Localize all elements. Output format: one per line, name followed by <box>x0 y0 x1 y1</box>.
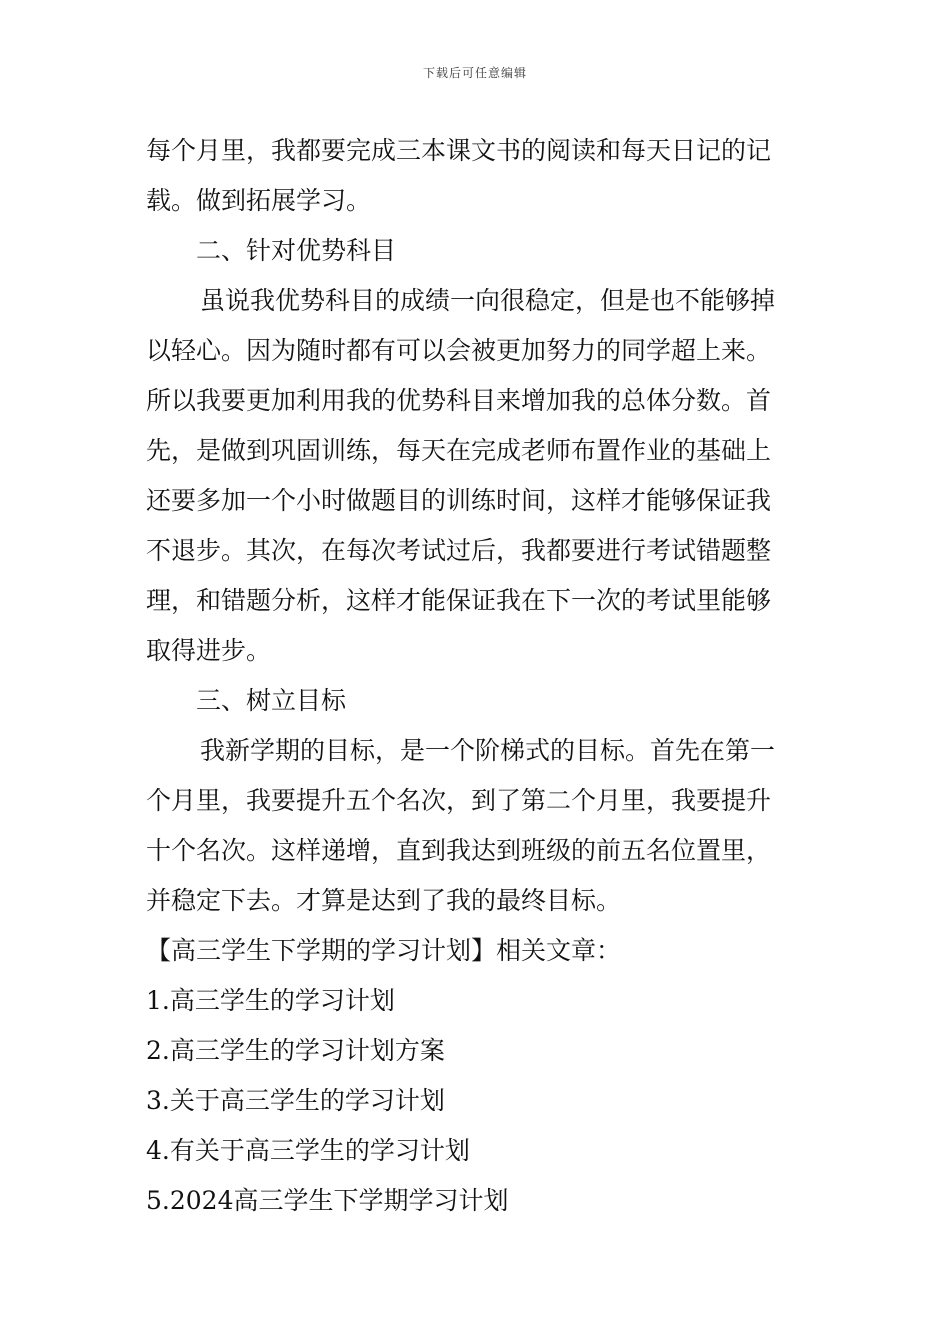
paragraph-line: 所以我要更加利用我的优势科目来增加我的总体分数。首 <box>146 386 772 415</box>
paragraph-line: 每个月里，我都要完成三本课文书的阅读和每天日记的记 <box>146 136 772 165</box>
paragraph-line: 先，是做到巩固训练，每天在完成老师布置作业的基础上 <box>146 436 772 465</box>
paragraph-line: 虽说我优势科目的成绩一向很稳定，但是也不能够掉 <box>200 286 776 315</box>
related-article-link[interactable]: 5.2024高三学生下学期学习计划 <box>146 1186 509 1215</box>
document-body <box>146 126 808 1226</box>
page-header-note: 下载后可任意编辑 <box>422 66 527 80</box>
paragraph-line: 不退步。其次，在每次考试过后，我都要进行考试错题整 <box>146 536 772 565</box>
related-article-link[interactable]: 2.高三学生的学习计划方案 <box>146 1036 445 1065</box>
related-articles-title: 【高三学生下学期的学习计划】相关文章： <box>146 936 622 965</box>
paragraph-line: 取得进步。 <box>146 636 272 665</box>
paragraph-line: 还要多加一个小时做题目的训练时间，这样才能够保证我 <box>146 486 772 515</box>
paragraph-line: 并稳定下去。才算是达到了我的最终目标。 <box>146 886 622 915</box>
paragraph-line: 理，和错题分析，这样才能保证我在下一次的考试里能够 <box>146 586 772 615</box>
paragraph-line: 我新学期的目标，是一个阶梯式的目标。首先在第一 <box>200 736 776 765</box>
paragraph-line: 以轻心。因为随时都有可以会被更加努力的同学超上来。 <box>146 336 772 365</box>
related-article-link[interactable]: 1.高三学生的学习计划 <box>146 986 395 1015</box>
section-heading-advantage-subjects: 二、针对优势科目 <box>196 236 397 265</box>
related-article-link[interactable]: 4.有关于高三学生的学习计划 <box>146 1136 470 1165</box>
paragraph-line: 个月里，我要提升五个名次，到了第二个月里，我要提升 <box>146 786 772 815</box>
section-heading-set-goals: 三、树立目标 <box>196 686 347 715</box>
paragraph-line: 载。做到拓展学习。 <box>146 186 372 215</box>
related-article-link[interactable]: 3.关于高三学生的学习计划 <box>146 1086 445 1115</box>
paragraph-line: 十个名次。这样递增，直到我达到班级的前五名位置里， <box>146 836 772 865</box>
